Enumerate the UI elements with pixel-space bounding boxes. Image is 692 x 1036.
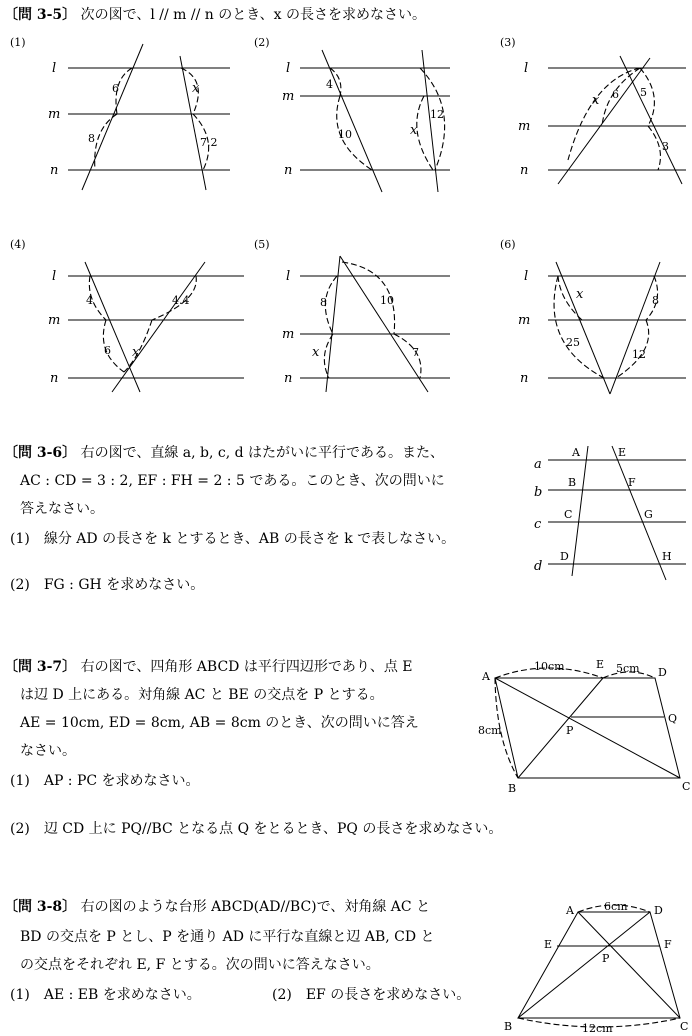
fig37-ed: 5cm: [616, 662, 640, 675]
fig36-H: H: [662, 550, 672, 563]
p36-line2: AC : CD = 3 : 2, EF : FH = 2 : 5 である。このとき、次の問いに: [20, 473, 445, 489]
p37-line3: AE = 10cm, ED = 8cm, AB = 8cm のとき、次の問いに答え: [20, 715, 419, 731]
fig6-l: l: [524, 269, 529, 284]
fig38-A: A: [566, 904, 574, 917]
fig3-b: 6: [612, 88, 619, 101]
fig3-c: 5: [640, 86, 647, 99]
fig37-C: C: [682, 780, 691, 793]
p37-q1: (1) AP : PC を求めなさい。: [10, 773, 200, 789]
fig38-D: D: [654, 904, 663, 917]
fig4-a: 4: [86, 294, 93, 307]
p38-header: 〔問 3-8〕: [4, 899, 77, 915]
fig36-G: G: [644, 508, 653, 521]
fig5-m: m: [282, 327, 295, 342]
fig1-b: 8: [88, 132, 95, 145]
fig5-c: x: [312, 345, 320, 360]
fig35-2: [254, 36, 450, 192]
fig6-sub: (6): [500, 238, 516, 251]
fig1-n: n: [50, 163, 59, 178]
fig2-sub: (2): [254, 36, 270, 49]
fig3-d: 3: [662, 140, 669, 153]
fig6-a: x: [576, 287, 584, 302]
fig2-l: l: [286, 61, 291, 76]
p38-line1-text: 右の図のような台形 ABCD(AD//BC)で、対角線 AC と: [80, 899, 431, 915]
fig5-l: l: [286, 269, 291, 284]
p37-line1-text: 右の図で、四角形 ABCD は平行四辺形であり、点 E: [80, 659, 413, 675]
fig37-D: D: [658, 666, 667, 679]
fig1-m: m: [48, 107, 61, 122]
p38-q2: (2) EF の長さを求めなさい。: [272, 987, 471, 1003]
fig35-6: [500, 238, 686, 394]
fig3-sub: (3): [500, 36, 516, 49]
fig4-m: m: [48, 313, 61, 328]
p37-line4: なさい。: [20, 743, 76, 759]
fig38-P: P: [602, 952, 610, 965]
fig6-n: n: [520, 371, 529, 386]
p36-line3: 答えなさい。: [20, 501, 104, 517]
fig2-c: x: [410, 123, 418, 138]
fig4-c: 6: [104, 344, 111, 357]
fig2-m: m: [282, 89, 295, 104]
fig36-D: D: [560, 550, 569, 563]
fig38: [504, 900, 688, 1035]
fig36-a: a: [534, 457, 542, 472]
fig5-b: 10: [380, 294, 394, 307]
fig5-sub: (5): [254, 238, 270, 251]
fig35-1: [10, 36, 230, 190]
p36-q1: (1) 線分 AD の長さを k とするとき、AB の長さを k で表しなさい。: [10, 531, 456, 547]
p35-header: 〔問 3-5〕: [4, 7, 77, 23]
fig36-F: F: [628, 476, 636, 489]
p37-header: 〔問 3-7〕: [4, 659, 77, 675]
fig36: [534, 446, 686, 580]
p36-q2: (2) FG : GH を求めなさい。: [10, 577, 205, 593]
fig1-d: 7.2: [200, 136, 218, 149]
fig3-n: n: [520, 163, 529, 178]
fig38-F: F: [664, 938, 672, 951]
fig36-c: c: [534, 517, 542, 532]
fig36-B: B: [568, 476, 577, 489]
fig6-c: 25: [566, 336, 580, 349]
p35-text: 次の図で、l // m // n のとき、x の長さを求めなさい。: [80, 7, 427, 23]
p36-header: 〔問 3-6〕: [4, 445, 77, 461]
fig3-l: l: [524, 61, 529, 76]
fig36-C: C: [564, 508, 573, 521]
fig2-a: 4: [326, 78, 333, 91]
fig38-ad: 6cm: [604, 900, 628, 913]
fig6-b: 8: [652, 294, 659, 307]
fig2-b: 10: [338, 128, 352, 141]
fig5-a: 8: [320, 296, 327, 309]
fig2-d: 12: [430, 108, 444, 121]
fig36-b: b: [534, 485, 543, 500]
fig37-ae: 10cm: [534, 660, 565, 673]
fig4-sub: (4): [10, 238, 26, 251]
fig38-B: B: [504, 1020, 513, 1033]
fig1-a: 6: [112, 82, 119, 95]
fig36-d: d: [534, 559, 543, 574]
p36-line1-text: 右の図で、直線 a, b, c, d はたがいに平行である。また、: [80, 445, 445, 461]
fig3-a: x: [592, 93, 600, 108]
fig1-c: x: [192, 81, 200, 96]
p38-q1: (1) AE : EB を求めなさい。: [10, 987, 201, 1003]
fig3-m: m: [518, 119, 531, 134]
fig1-l: l: [52, 61, 57, 76]
fig37: [478, 658, 690, 795]
fig35-5: [254, 238, 450, 392]
fig4-d: x: [132, 345, 140, 360]
fig37-E: E: [596, 658, 605, 671]
p38-line2: BD の交点を P とし、P を通り AD に平行な直線と辺 AB, CD と: [20, 929, 435, 945]
fig35-4: [10, 238, 244, 392]
fig6-m: m: [518, 313, 531, 328]
fig37-A: A: [482, 670, 490, 683]
fig6-d: 12: [632, 348, 646, 361]
fig36-E: E: [618, 446, 627, 459]
fig5-n: n: [284, 371, 293, 386]
fig1-sub: (1): [10, 36, 26, 49]
fig4-l: l: [52, 269, 57, 284]
fig2-n: n: [284, 163, 293, 178]
p38-line3: の交点をそれぞれ E, F とする。次の問いに答えなさい。: [20, 957, 380, 973]
fig38-E: E: [544, 938, 553, 951]
fig35-3: [500, 36, 686, 184]
fig37-B: B: [508, 782, 517, 795]
fig37-ab: 8cm: [478, 724, 502, 737]
p37-line2: は辺 D 上にある。対角線 AC と BE の交点を P とする。: [20, 687, 384, 703]
fig5-d: 7: [412, 346, 419, 359]
fig36-A: A: [572, 446, 580, 459]
fig37-Q: Q: [668, 712, 678, 725]
fig38-bc: 12cm: [582, 1022, 613, 1035]
p37-q2: (2) 辺 CD 上に PQ//BC となる点 Q をとるとき、PQ の長さを求めなさい。: [10, 821, 503, 837]
fig37-P: P: [566, 724, 574, 737]
fig4-n: n: [50, 371, 59, 386]
fig38-C: C: [680, 1020, 689, 1033]
fig4-b: 4.4: [172, 294, 190, 307]
